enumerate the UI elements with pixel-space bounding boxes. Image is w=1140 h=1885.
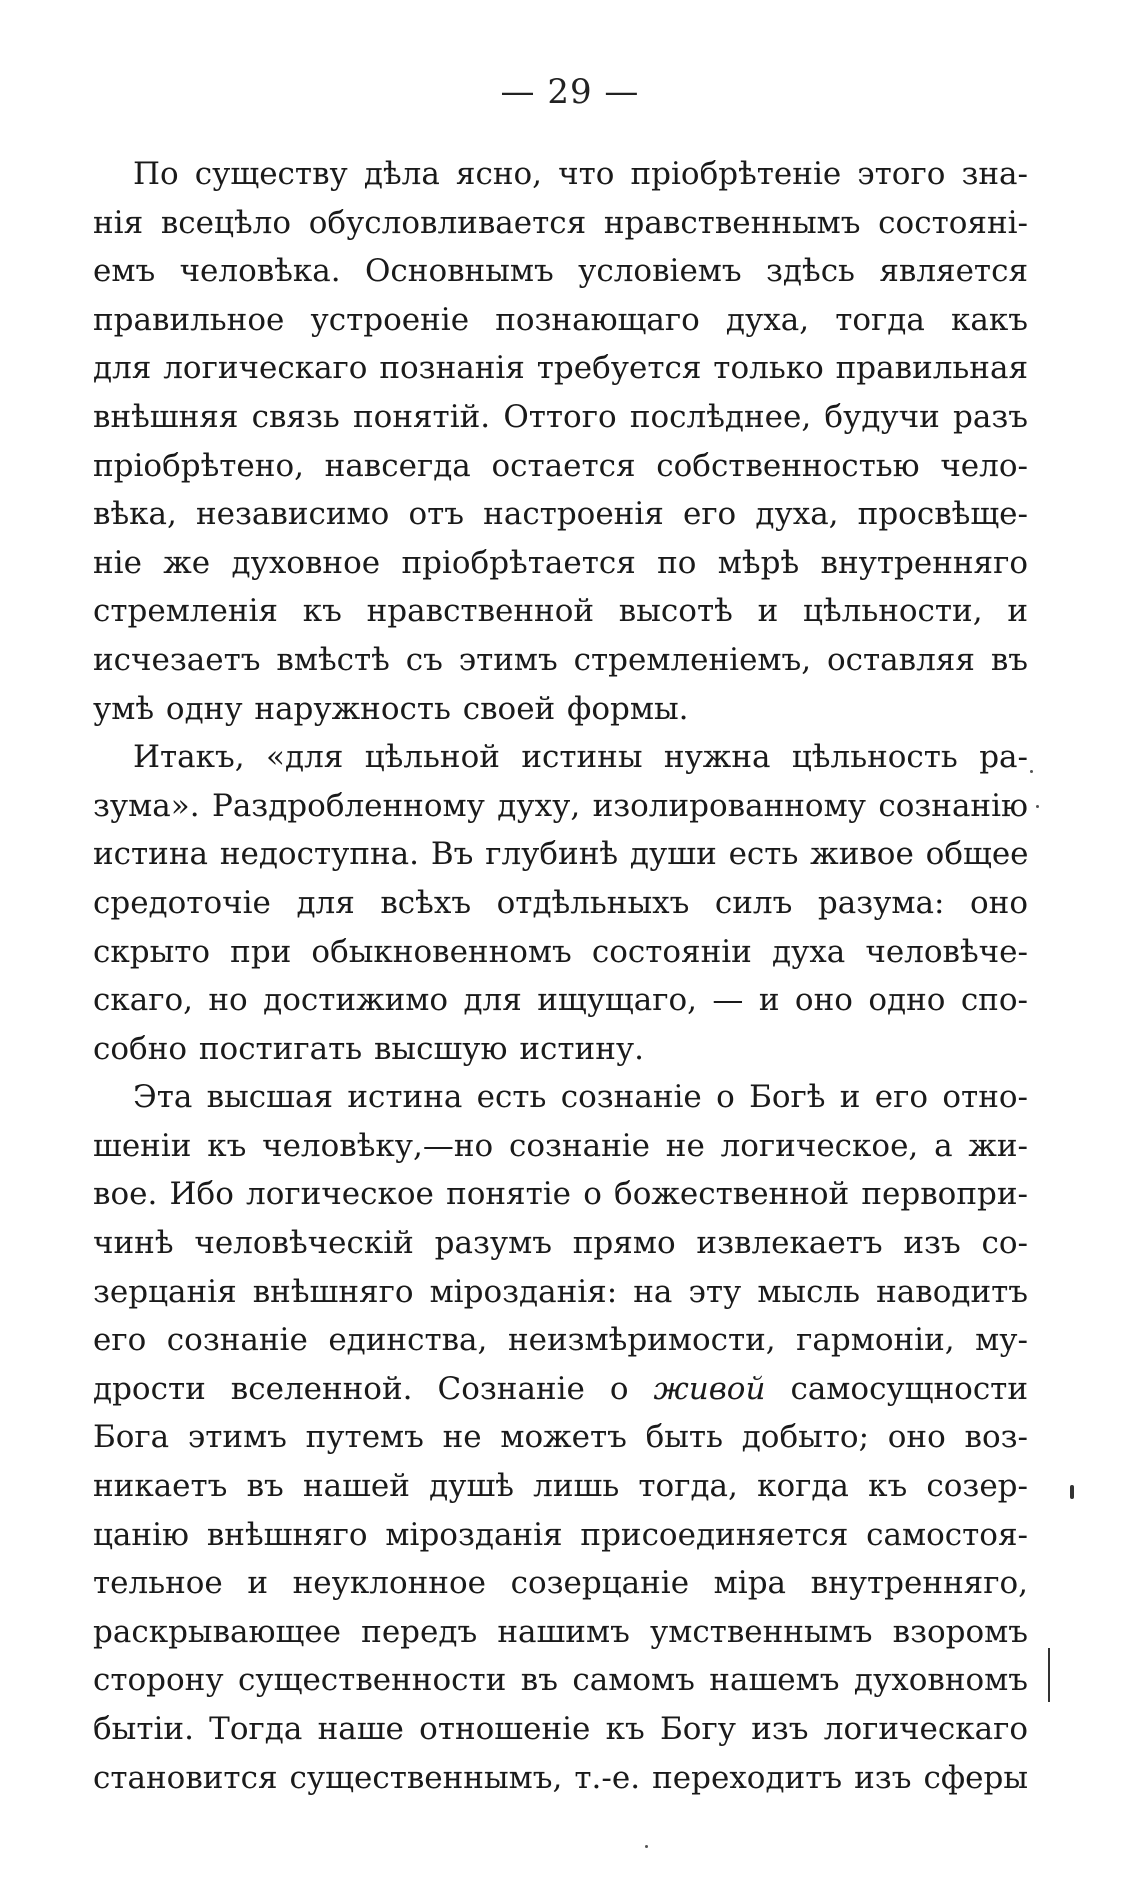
text-line: зерцанія внѣшняго мірозданія: на эту мысль наводитъ <box>93 1273 1028 1310</box>
text-line: пріобрѣтено, навсегда остается собственностью чело- <box>93 447 1028 484</box>
text-line: средоточіе для всѣхъ отдѣльныхъ силъ разума: оно <box>93 884 1028 921</box>
text-line: По существу дѣла ясно, что пріобрѣтеніе этого зна- <box>133 156 1028 192</box>
text-line: скаго, но достижимо для ищущаго, — и оно одно спо- <box>93 982 1028 1019</box>
text-line: стремленія къ нравственной высотѣ и цѣльности, и <box>93 593 1028 630</box>
scan-speck <box>1036 805 1039 808</box>
text-line: истина недоступна. Въ глубинѣ души есть живое общее <box>93 836 1029 873</box>
text-line: вѣка, независимо отъ настроенія его духа, просвѣще- <box>93 496 1028 533</box>
text-line: цанію внѣшняго мірозданія присоединяется самостоя- <box>93 1516 1028 1553</box>
text-line: внѣшняя связь понятій. Оттого послѣднее, будучи разъ <box>93 398 1028 435</box>
text-segment: дрости вселенной. Сознаніе о <box>93 1370 654 1407</box>
text-line: Эта высшая истина есть сознаніе о Богѣ и его отно- <box>133 1079 1028 1116</box>
scan-speck <box>645 1845 648 1848</box>
text-line: чинѣ человѣческій разумъ прямо извлекаетъ изъ со- <box>93 1225 1028 1262</box>
text-line: нія всецѣло обусловливается нравственнымъ состояні- <box>93 204 1028 241</box>
text-line: Бога этимъ путемъ не можетъ быть добыто; оно воз- <box>93 1419 1028 1456</box>
text-line: для логическаго познанія требуется только правильная <box>93 350 1028 387</box>
page-number: — 29 — <box>500 72 640 112</box>
paragraph-3 <box>93 1073 1028 1802</box>
paragraph-1 <box>93 150 1028 733</box>
body-text <box>93 150 1028 1802</box>
text-line: раскрывающее передъ нашимъ умственнымъ взоромъ <box>93 1613 1028 1650</box>
text-segment: самосущности <box>765 1370 1028 1407</box>
text-line: бытіи. Тогда наше отношеніе къ Богу изъ логическаго <box>93 1711 1028 1747</box>
scan-speck <box>1030 770 1033 773</box>
text-line: его сознаніе единства, неизмѣримости, гармоніи, му- <box>93 1322 1028 1359</box>
margin-mark <box>1070 1485 1074 1499</box>
text-line: тельное и неуклонное созерцаніе міра внутренняго, <box>93 1565 1028 1602</box>
text-line: Итакъ, «для цѣльной истины нужна цѣльность ра- <box>133 739 1028 776</box>
text-line: становится существеннымъ, т.-е. переходитъ изъ сферы <box>93 1759 1028 1796</box>
text-line: сторону существенности въ самомъ нашемъ духовномъ <box>93 1662 1028 1699</box>
italic-word: живой <box>653 1370 766 1407</box>
text-line: зума». Раздробленному духу, изолированному сознанію <box>93 787 1028 824</box>
text-line: собно постигать высшую истину. <box>93 1030 644 1067</box>
text-line: шеніи къ человѣку,—но сознаніе не логическое, а жи- <box>93 1127 1028 1164</box>
paragraph-2 <box>93 733 1028 1073</box>
text-line: правильное устроеніе познающаго духа, тогда какъ <box>93 301 1028 338</box>
margin-mark <box>1048 1648 1050 1702</box>
text-line: никаетъ въ нашей душѣ лишь тогда, когда къ созер- <box>93 1468 1028 1505</box>
text-line: вое. Ибо логическое понятіе о божественной первопри- <box>93 1176 1028 1213</box>
text-line-with-italic <box>93 1365 1028 1414</box>
text-line: скрыто при обыкновенномъ состояніи духа человѣче- <box>93 933 1028 970</box>
text-line: ніе же духовное пріобрѣтается по мѣрѣ внутренняго <box>93 544 1028 581</box>
text-line: умѣ одну наружность своей формы. <box>93 690 689 727</box>
text-line: емъ человѣка. Основнымъ условіемъ здѣсь является <box>93 253 1028 290</box>
text-line: исчезаетъ вмѣстѣ съ этимъ стремленіемъ, оставляя въ <box>93 641 1028 678</box>
